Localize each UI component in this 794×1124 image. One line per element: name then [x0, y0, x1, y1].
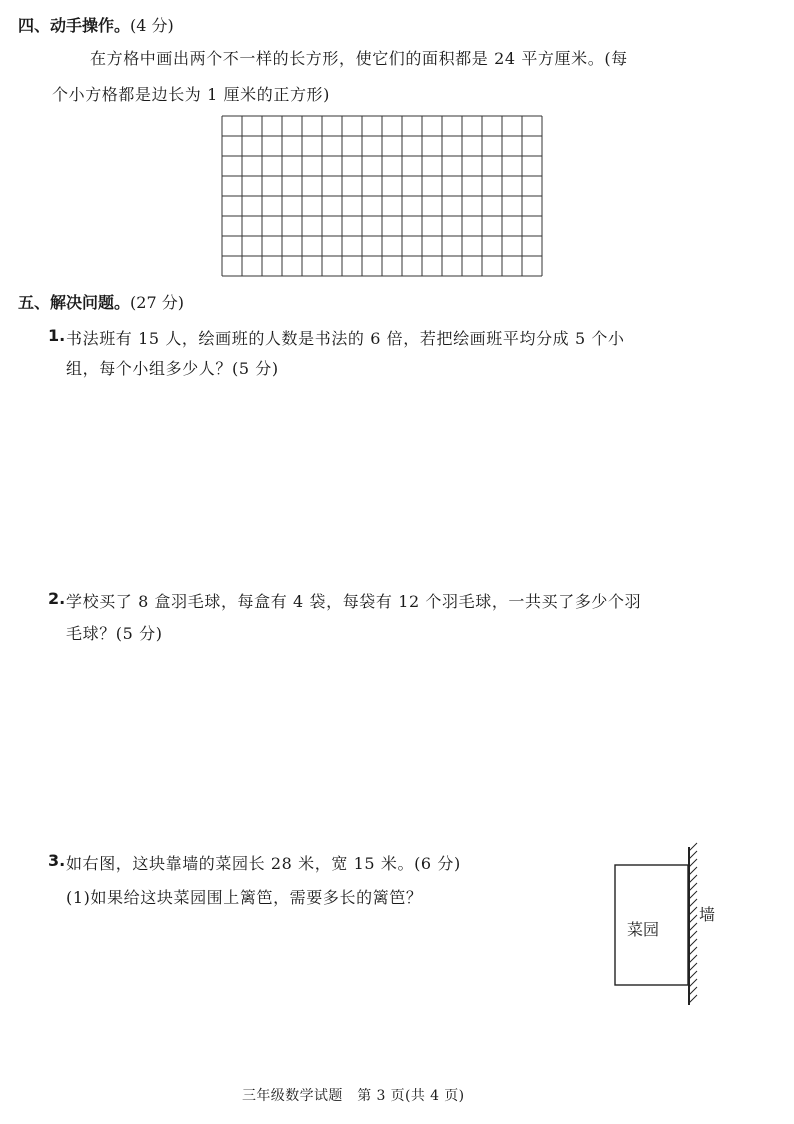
hatch-line — [689, 851, 697, 859]
section-5-points: (27 分) — [130, 293, 184, 312]
question-3-number: 3. — [48, 851, 66, 870]
question-2-line2: 毛球？(5 分) — [66, 624, 163, 643]
hatch-line — [689, 947, 697, 955]
hatch-line — [689, 987, 697, 995]
hatch-line — [689, 963, 697, 971]
hatch-line — [689, 907, 697, 915]
hatch-line — [689, 939, 697, 947]
hatch-line — [689, 979, 697, 987]
question-1-number: 1. — [48, 326, 66, 345]
section-5-heading — [18, 290, 184, 313]
hatch-line — [689, 859, 697, 867]
hatch-line — [689, 891, 697, 899]
section-4-instruction-line1: 在方格中画出两个不一样的长方形，使它们的面积都是 24 平方厘米。(每 — [90, 49, 628, 68]
hatch-line — [689, 995, 697, 1003]
section-4-title: 四、动手操作。 — [18, 16, 131, 35]
hatch-line — [689, 899, 697, 907]
question-3-sub1: (1)如果给这块菜园围上篱笆，需要多长的篱笆？ — [66, 888, 423, 907]
question-3-line1: 如右图，这块靠墙的菜园长 28 米，宽 15 米。(6 分) — [66, 854, 461, 873]
wall-hatching — [689, 843, 697, 1003]
question-2-line1: 学校买了 8 盒羽毛球，每盒有 4 袋，每袋有 12 个羽毛球，一共买了多少个羽 — [66, 592, 642, 611]
hatch-line — [689, 971, 697, 979]
section-4-points: (4 分) — [130, 16, 174, 35]
hatch-line — [689, 931, 697, 939]
hatch-line — [689, 915, 697, 923]
wall-label: 墙 — [699, 905, 716, 924]
garden-label: 菜园 — [627, 920, 660, 939]
hatch-line — [689, 923, 697, 931]
section-5-title: 五、解决问题。 — [18, 293, 131, 312]
page-footer: 三年级数学试题 第 3 页(共 4 页) — [242, 1088, 465, 1104]
hatch-line — [689, 883, 697, 891]
question-1-line2: 组，每个小组多少人？(5 分) — [66, 359, 279, 378]
section-4-instruction-line2: 个小方格都是边长为 1 厘米的正方形) — [52, 85, 330, 104]
hatch-line — [689, 875, 697, 883]
question-2-number: 2. — [48, 589, 66, 608]
question-1-line1: 书法班有 15 人，绘画班的人数是书法的 6 倍，若把绘画班平均分成 5 个小 — [66, 329, 625, 348]
drawing-grid[interactable] — [221, 115, 543, 277]
section-4-heading — [18, 13, 174, 36]
hatch-line — [689, 843, 697, 851]
hatch-line — [689, 867, 697, 875]
hatch-line — [689, 955, 697, 963]
